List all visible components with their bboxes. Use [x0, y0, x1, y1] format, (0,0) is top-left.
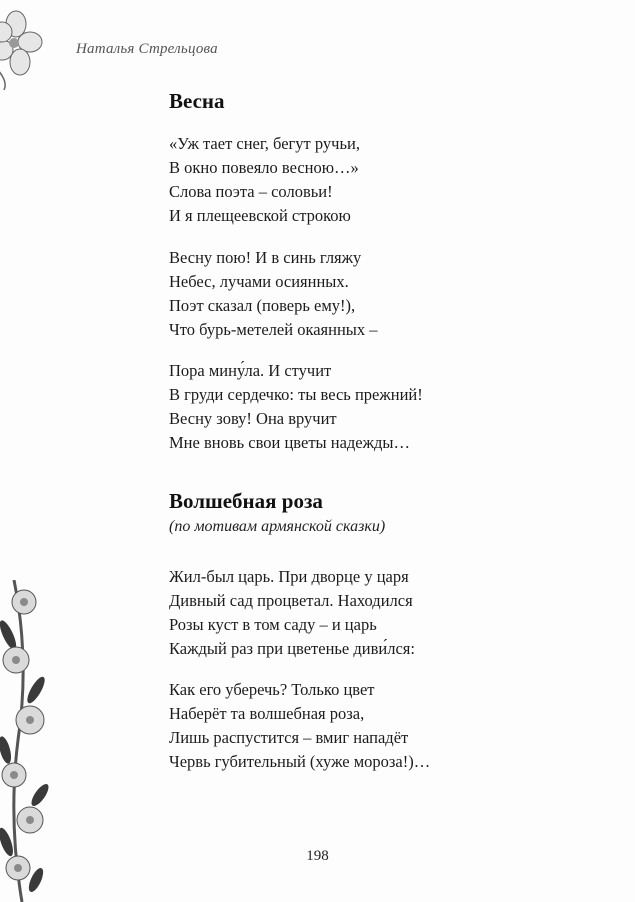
blossom-icon [0, 10, 44, 90]
verse-line: Розы куст в том саду – и царь [169, 615, 377, 634]
poem-subtitle: (по мотивам армянской сказки) [169, 518, 386, 535]
verse-line: Каждый раз при цветенье диви́лся: [169, 639, 415, 658]
verse-line: Поэт сказал (поверь ему!), [169, 296, 356, 315]
verse-line: «Уж тает снег, бегут ручьи, [169, 134, 360, 153]
verse-line: В груди сердечко: ты весь прежний! [169, 385, 423, 404]
verse-line: Мне вновь свои цветы надежды… [169, 433, 410, 452]
verse-line: Червь губительный (хуже мороза!)… [169, 752, 431, 771]
stanza [169, 565, 415, 661]
verse-line: Пора мину́ла. И стучит [169, 361, 332, 380]
verse-line: Жил-был царь. При дворце у царя [169, 567, 409, 586]
verse-line: Небес, лучами осиянных. [169, 272, 349, 291]
stanza [169, 678, 430, 774]
verse-line: Как его уберечь? Только цвет [169, 680, 375, 699]
running-header-author: Наталья Стрельцова [76, 41, 218, 57]
verse-line: В окно повеяло весною…» [169, 158, 359, 177]
page-number: 198 [306, 848, 329, 864]
verse-line: Лишь распустится – вмиг нападёт [169, 728, 409, 747]
stanza [169, 359, 423, 455]
verse-line: Дивный сад процветал. Находился [169, 591, 413, 610]
verse-line: Слова поэта – соловьи! [169, 182, 333, 201]
verse-line: Весну зову! Она вручит [169, 409, 337, 428]
verse-line: Весну пою! И в синь гляжу [169, 248, 362, 267]
stanza [169, 246, 378, 342]
stanza [169, 132, 360, 228]
poem-title: Весна [169, 89, 225, 113]
verse-line: Наберёт та волшебная роза, [169, 704, 365, 723]
verse-line: И я плещеевской строкою [169, 206, 351, 225]
poem-title: Волшебная роза [169, 489, 323, 513]
verse-line: Что бурь-метелей окаянных – [169, 320, 378, 339]
